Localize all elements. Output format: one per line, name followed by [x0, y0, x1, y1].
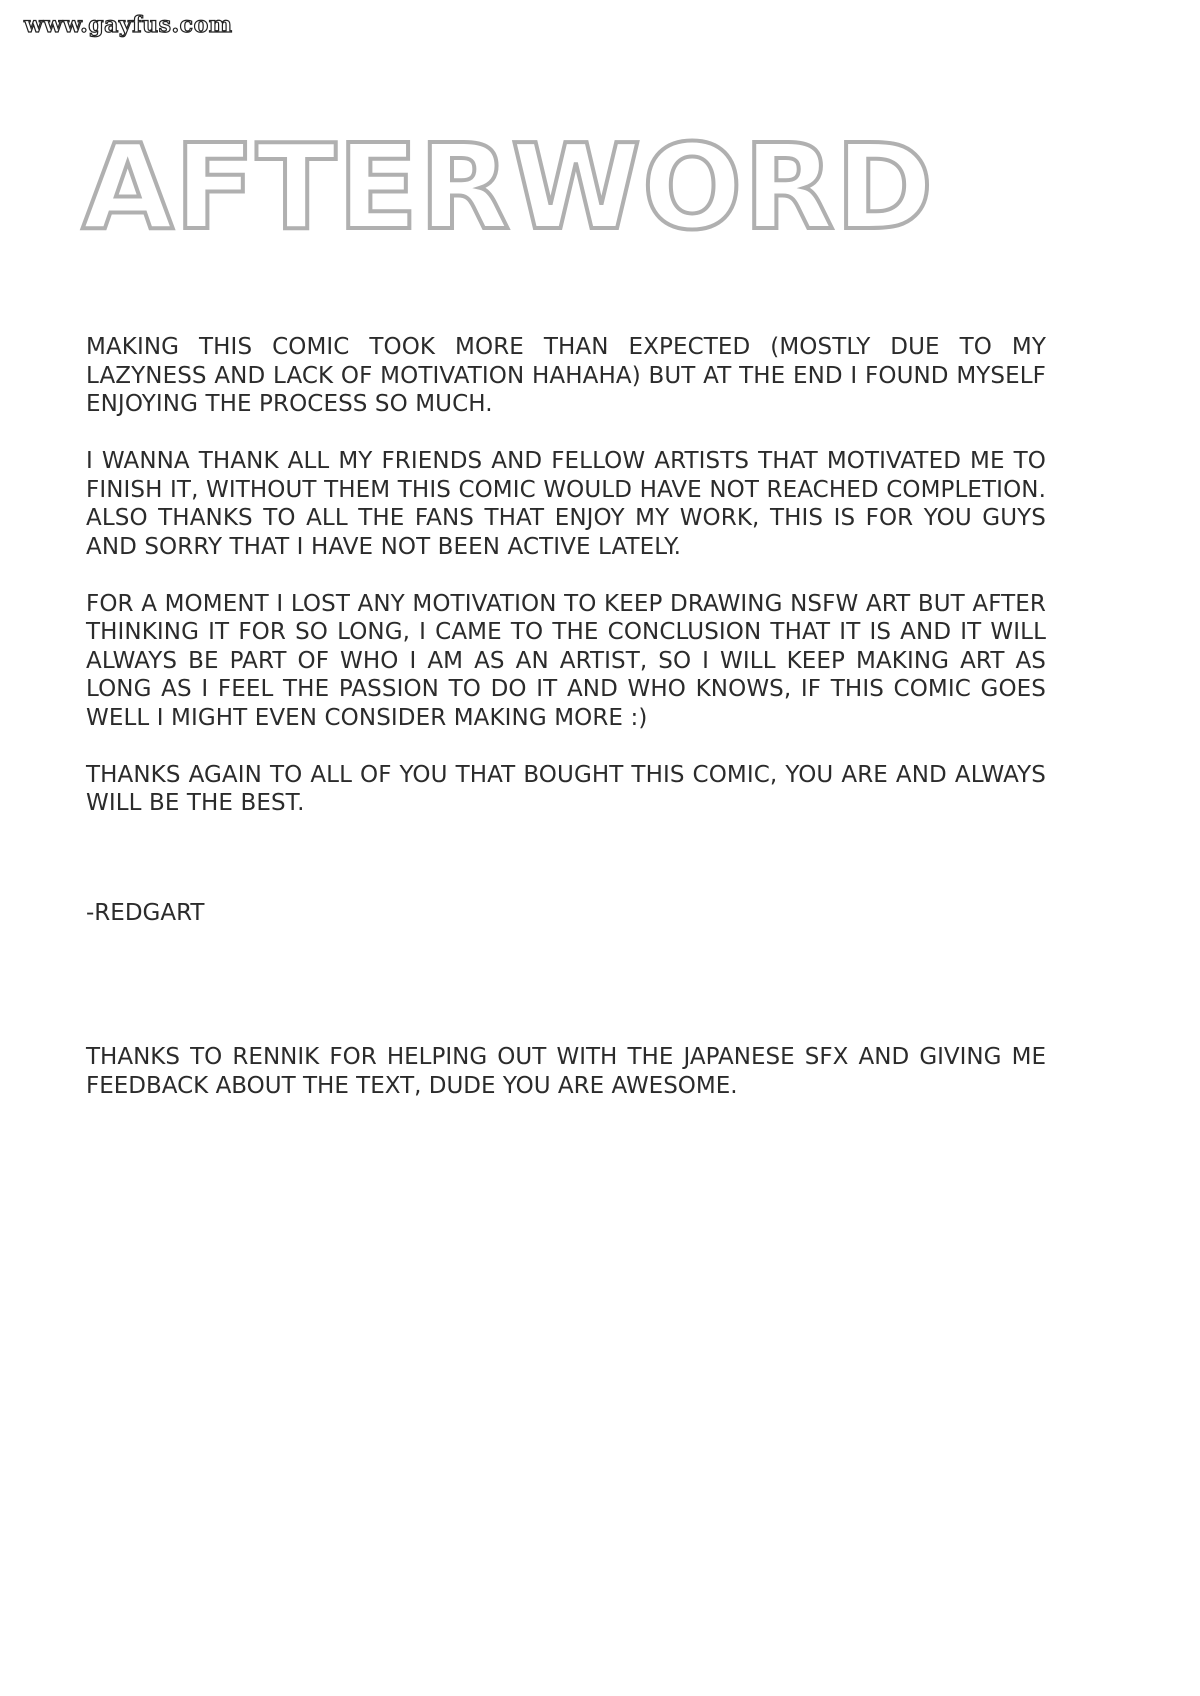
- paragraph-1: MAKING THIS COMIC TOOK MORE THAN EXPECTED (MOSTLY DUE TO MY LAZYNESS AND LACK OF MOTIVATION HAHAHA) BUT AT THE END I FOUND MYSELF ENJOYING THE PROCESS SO MUCH.: [86, 334, 1046, 417]
- thanks-note: THANKS TO RENNIK FOR HELPING OUT WITH THE JAPANESE SFX AND GIVING ME FEEDBACK ABOUT THE TEXT, DUDE YOU ARE AWESOME.: [86, 1044, 1046, 1099]
- afterword-body: [86, 333, 1046, 846]
- site-watermark: www.gayfus.com: [24, 12, 233, 38]
- page-title: AFTERWORD: [82, 118, 935, 256]
- paragraph-2: I WANNA THANK ALL MY FRIENDS AND FELLOW ARTISTS THAT MOTIVATED ME TO FINISH IT, WITHOUT THEM THIS COMIC WOULD HAVE NOT REACHED COMPLETION. ALSO THANKS TO ALL THE FANS THAT ENJOY MY WORK, THIS IS FOR YOU GUYS AND SORRY THAT I HAVE NOT BEEN ACTIVE LATELY.: [86, 448, 1046, 560]
- paragraph-4: THANKS AGAIN TO ALL OF YOU THAT BOUGHT THIS COMIC, YOU ARE AND ALWAYS WILL BE THE BEST.: [86, 761, 1046, 816]
- paragraph-3: FOR A MOMENT I LOST ANY MOTIVATION TO KEEP DRAWING NSFW ART BUT AFTER THINKING IT FOR SO LONG, I CAME TO THE CONCLUSION THAT IT IS AND IT WILL ALWAYS BE PART OF WHO I AM AS AN ARTIST, SO I WILL KEEP MAKING ART AS LONG AS I FEEL THE PASSION TO DO IT AND WHO KNOWS, IF THIS COMIC GOES WELL I MIGHT EVEN CONSIDER MAKING MORE :): [86, 590, 1046, 731]
- author-signature: -REDGART: [86, 900, 205, 926]
